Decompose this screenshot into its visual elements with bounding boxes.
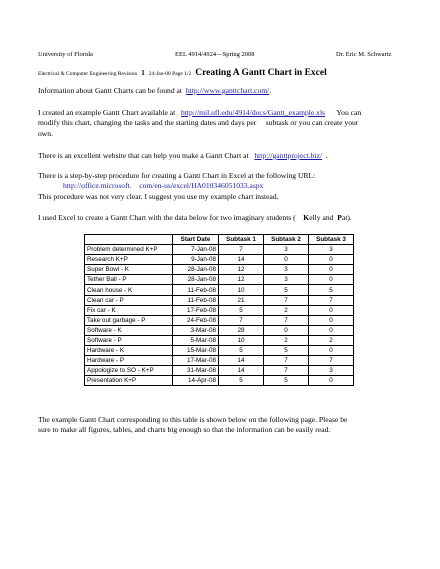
task-name-cell: Fix car - K bbox=[85, 305, 173, 315]
task-name-cell: Software - P bbox=[85, 335, 173, 345]
subtask-3-cell: 5 bbox=[309, 285, 354, 295]
table-row bbox=[85, 376, 354, 386]
start-date-cell: 5-Mar-08 bbox=[173, 335, 219, 345]
paragraph-example-line2: modify this chart, changing the tasks and the starting dates and days per subtask or you can create your bbox=[38, 118, 359, 128]
task-name-cell: Tether Ball - P bbox=[85, 275, 173, 285]
subtask-1-cell: 10 bbox=[219, 335, 264, 345]
subtask-2-cell: 3 bbox=[264, 275, 309, 285]
subtask-3-cell: 0 bbox=[309, 265, 354, 275]
task-name-cell: Clean house - K bbox=[85, 285, 173, 295]
subtask-3-cell: 7 bbox=[309, 356, 354, 366]
task-name-cell: Software - K bbox=[85, 325, 173, 335]
subtask-1-cell: 14 bbox=[219, 356, 264, 366]
paragraph-ganttproject: There is an excellent website that can help you make a Gantt Chart at http://ganttproject.biz/ . bbox=[38, 151, 328, 160]
department-revision: Electrical & Computer Engineering Revision bbox=[38, 71, 138, 77]
subtask-2-cell: 2 bbox=[264, 305, 309, 315]
subtask-2-cell: 7 bbox=[264, 315, 309, 325]
task-name-cell: Research K+P bbox=[85, 255, 173, 265]
subtask-1-cell: 14 bbox=[219, 255, 264, 265]
start-date-cell: 11-Feb-08 bbox=[173, 295, 219, 305]
subtask-3-cell: 3 bbox=[309, 366, 354, 376]
initial-k: K bbox=[303, 213, 310, 222]
header-subtask-2: Subtask 2 bbox=[264, 235, 309, 245]
header-start-date: Start Date bbox=[173, 235, 219, 245]
subtask-3-cell: 7 bbox=[309, 295, 354, 305]
table-row bbox=[85, 325, 354, 335]
table-row bbox=[85, 285, 354, 295]
revision-date-page: 24-Jan-08 Page 1/2 bbox=[148, 71, 192, 77]
start-date-cell: 11-Feb-08 bbox=[173, 285, 219, 295]
subtask-2-cell: 0 bbox=[264, 255, 309, 265]
microsoft-office-link[interactable]: http://office.microsoft. com/en-us/excel/HA010346051033.aspx bbox=[63, 181, 264, 191]
subtask-1-cell: 21 bbox=[219, 295, 264, 305]
subtask-2-cell: 5 bbox=[264, 376, 309, 386]
paragraph-closing: The example Gantt Chart corresponding to this table is shown below on the following page. Please be sure to make all figures, tables, and charts big enough so that the information can be easily read. bbox=[38, 415, 348, 435]
paragraph-procedure: There is a step-by-step procedure for creating a Gantt Chart in Excel at the following URL: http://office.microsoft. com/en-us/excel/HA010346051033.aspx This procedure was not very clear. I suggest you use my example chart instead. bbox=[38, 171, 316, 201]
subtask-2-cell: 3 bbox=[264, 245, 309, 255]
start-date-cell: 28-Jan-08 bbox=[173, 265, 219, 275]
subtask-3-cell: 0 bbox=[309, 376, 354, 386]
table-row bbox=[85, 335, 354, 345]
subtask-1-cell: 7 bbox=[219, 245, 264, 255]
start-date-cell: 17-Feb-08 bbox=[173, 305, 219, 315]
subtask-2-cell: 2 bbox=[264, 335, 309, 345]
subtask-1-cell: 7 bbox=[219, 315, 264, 325]
start-date-cell: 7-Jan-08 bbox=[173, 245, 219, 255]
start-date-cell: 24-Feb-08 bbox=[173, 315, 219, 325]
gantt-data-table bbox=[84, 234, 354, 386]
table-row bbox=[85, 305, 354, 315]
page-title: Creating A Gantt Chart in Excel bbox=[195, 68, 327, 78]
subtask-3-cell: 2 bbox=[309, 335, 354, 345]
ganttchart-link[interactable]: http://www.ganttchart.com/ bbox=[185, 86, 270, 95]
start-date-cell: 14-Apr-08 bbox=[173, 376, 219, 386]
table-row bbox=[85, 356, 354, 366]
task-name-cell: Take out garbage - P bbox=[85, 315, 173, 325]
initial-p: P bbox=[337, 213, 342, 222]
subtask-1-cell: 5 bbox=[219, 346, 264, 356]
subtask-3-cell: 3 bbox=[309, 245, 354, 255]
task-name-cell: Presentation K+P bbox=[85, 376, 173, 386]
header-subtask-1: Subtask 1 bbox=[219, 235, 264, 245]
subtask-2-cell: 5 bbox=[264, 346, 309, 356]
subtask-3-cell: 0 bbox=[309, 346, 354, 356]
task-name-cell: Super Bowl - K bbox=[85, 265, 173, 275]
table-row bbox=[85, 255, 354, 265]
paragraph-excel-data: I used Excel to create a Gantt Chart with the data below for two imaginary students ( Kelly and Pat). bbox=[38, 213, 352, 222]
subtask-1-cell: 5 bbox=[219, 305, 264, 315]
revision-number: 1 bbox=[141, 69, 145, 77]
table-row bbox=[85, 346, 354, 356]
start-date-cell: 31-Mar-08 bbox=[173, 366, 219, 376]
header-subtask-3: Subtask 3 bbox=[309, 235, 354, 245]
subtask-3-cell: 0 bbox=[309, 315, 354, 325]
subtask-2-cell: 0 bbox=[264, 325, 309, 335]
paragraph-gantt-info: Information about Gantt Charts can be found at http://www.ganttchart.com/. bbox=[38, 86, 272, 95]
subtask-3-cell: 0 bbox=[309, 255, 354, 265]
start-date-cell: 28-Jan-08 bbox=[173, 275, 219, 285]
start-date-cell: 3-Mar-08 bbox=[173, 325, 219, 335]
example-xls-link[interactable]: http://mil.ufl.edu/4914/docs/Gantt_example.xls bbox=[180, 108, 326, 117]
subtask-1-cell: 12 bbox=[219, 275, 264, 285]
subtask-1-cell: 5 bbox=[219, 376, 264, 386]
task-name-cell: Hardware - P bbox=[85, 356, 173, 366]
start-date-cell: 17-Mar-08 bbox=[173, 356, 219, 366]
subtask-2-cell: 7 bbox=[264, 356, 309, 366]
subtask-3-cell: 0 bbox=[309, 275, 354, 285]
subtask-1-cell: 14 bbox=[219, 366, 264, 376]
university-name: University of Florida bbox=[38, 51, 93, 58]
subtask-2-cell: 5 bbox=[264, 285, 309, 295]
table-header-row bbox=[85, 235, 354, 245]
course-info: EEL 4914/4924—Spring 2008 bbox=[175, 51, 255, 58]
table-row bbox=[85, 275, 354, 285]
table-row bbox=[85, 366, 354, 376]
start-date-cell: 15-Mar-08 bbox=[173, 346, 219, 356]
task-name-cell: Clean car - P bbox=[85, 295, 173, 305]
subtask-3-cell: 0 bbox=[309, 325, 354, 335]
instructor-name: Dr. Eric M. Schwartz bbox=[336, 51, 392, 58]
table-row bbox=[85, 315, 354, 325]
task-name-cell: Problem determined K+P bbox=[85, 245, 173, 255]
task-name-cell: Appologize to SO - K+P bbox=[85, 366, 173, 376]
subtask-2-cell: 3 bbox=[264, 265, 309, 275]
subtask-1-cell: 10 bbox=[219, 285, 264, 295]
paragraph-example-chart: I created an example Gantt Chart available at http://mil.ufl.edu/4914/docs/Gantt_example.xls You can modify this chart, changing the tasks and the starting dates and days per subtask or you can create your own. bbox=[38, 108, 408, 139]
paragraph-example-line3: own. bbox=[38, 128, 53, 138]
task-name-cell: Hardware - K bbox=[85, 346, 173, 356]
table-row bbox=[85, 295, 354, 305]
subtask-2-cell: 7 bbox=[264, 295, 309, 305]
ganttproject-link[interactable]: http://ganttproject.biz/ bbox=[254, 151, 323, 160]
start-date-cell: 9-Jan-08 bbox=[173, 255, 219, 265]
table-row bbox=[85, 245, 354, 255]
header-task bbox=[85, 235, 173, 245]
subtask-3-cell: 0 bbox=[309, 305, 354, 315]
subtask-2-cell: 7 bbox=[264, 366, 309, 376]
revision-line bbox=[38, 62, 327, 80]
subtask-1-cell: 28 bbox=[219, 325, 264, 335]
table-row bbox=[85, 265, 354, 275]
subtask-1-cell: 12 bbox=[219, 265, 264, 275]
